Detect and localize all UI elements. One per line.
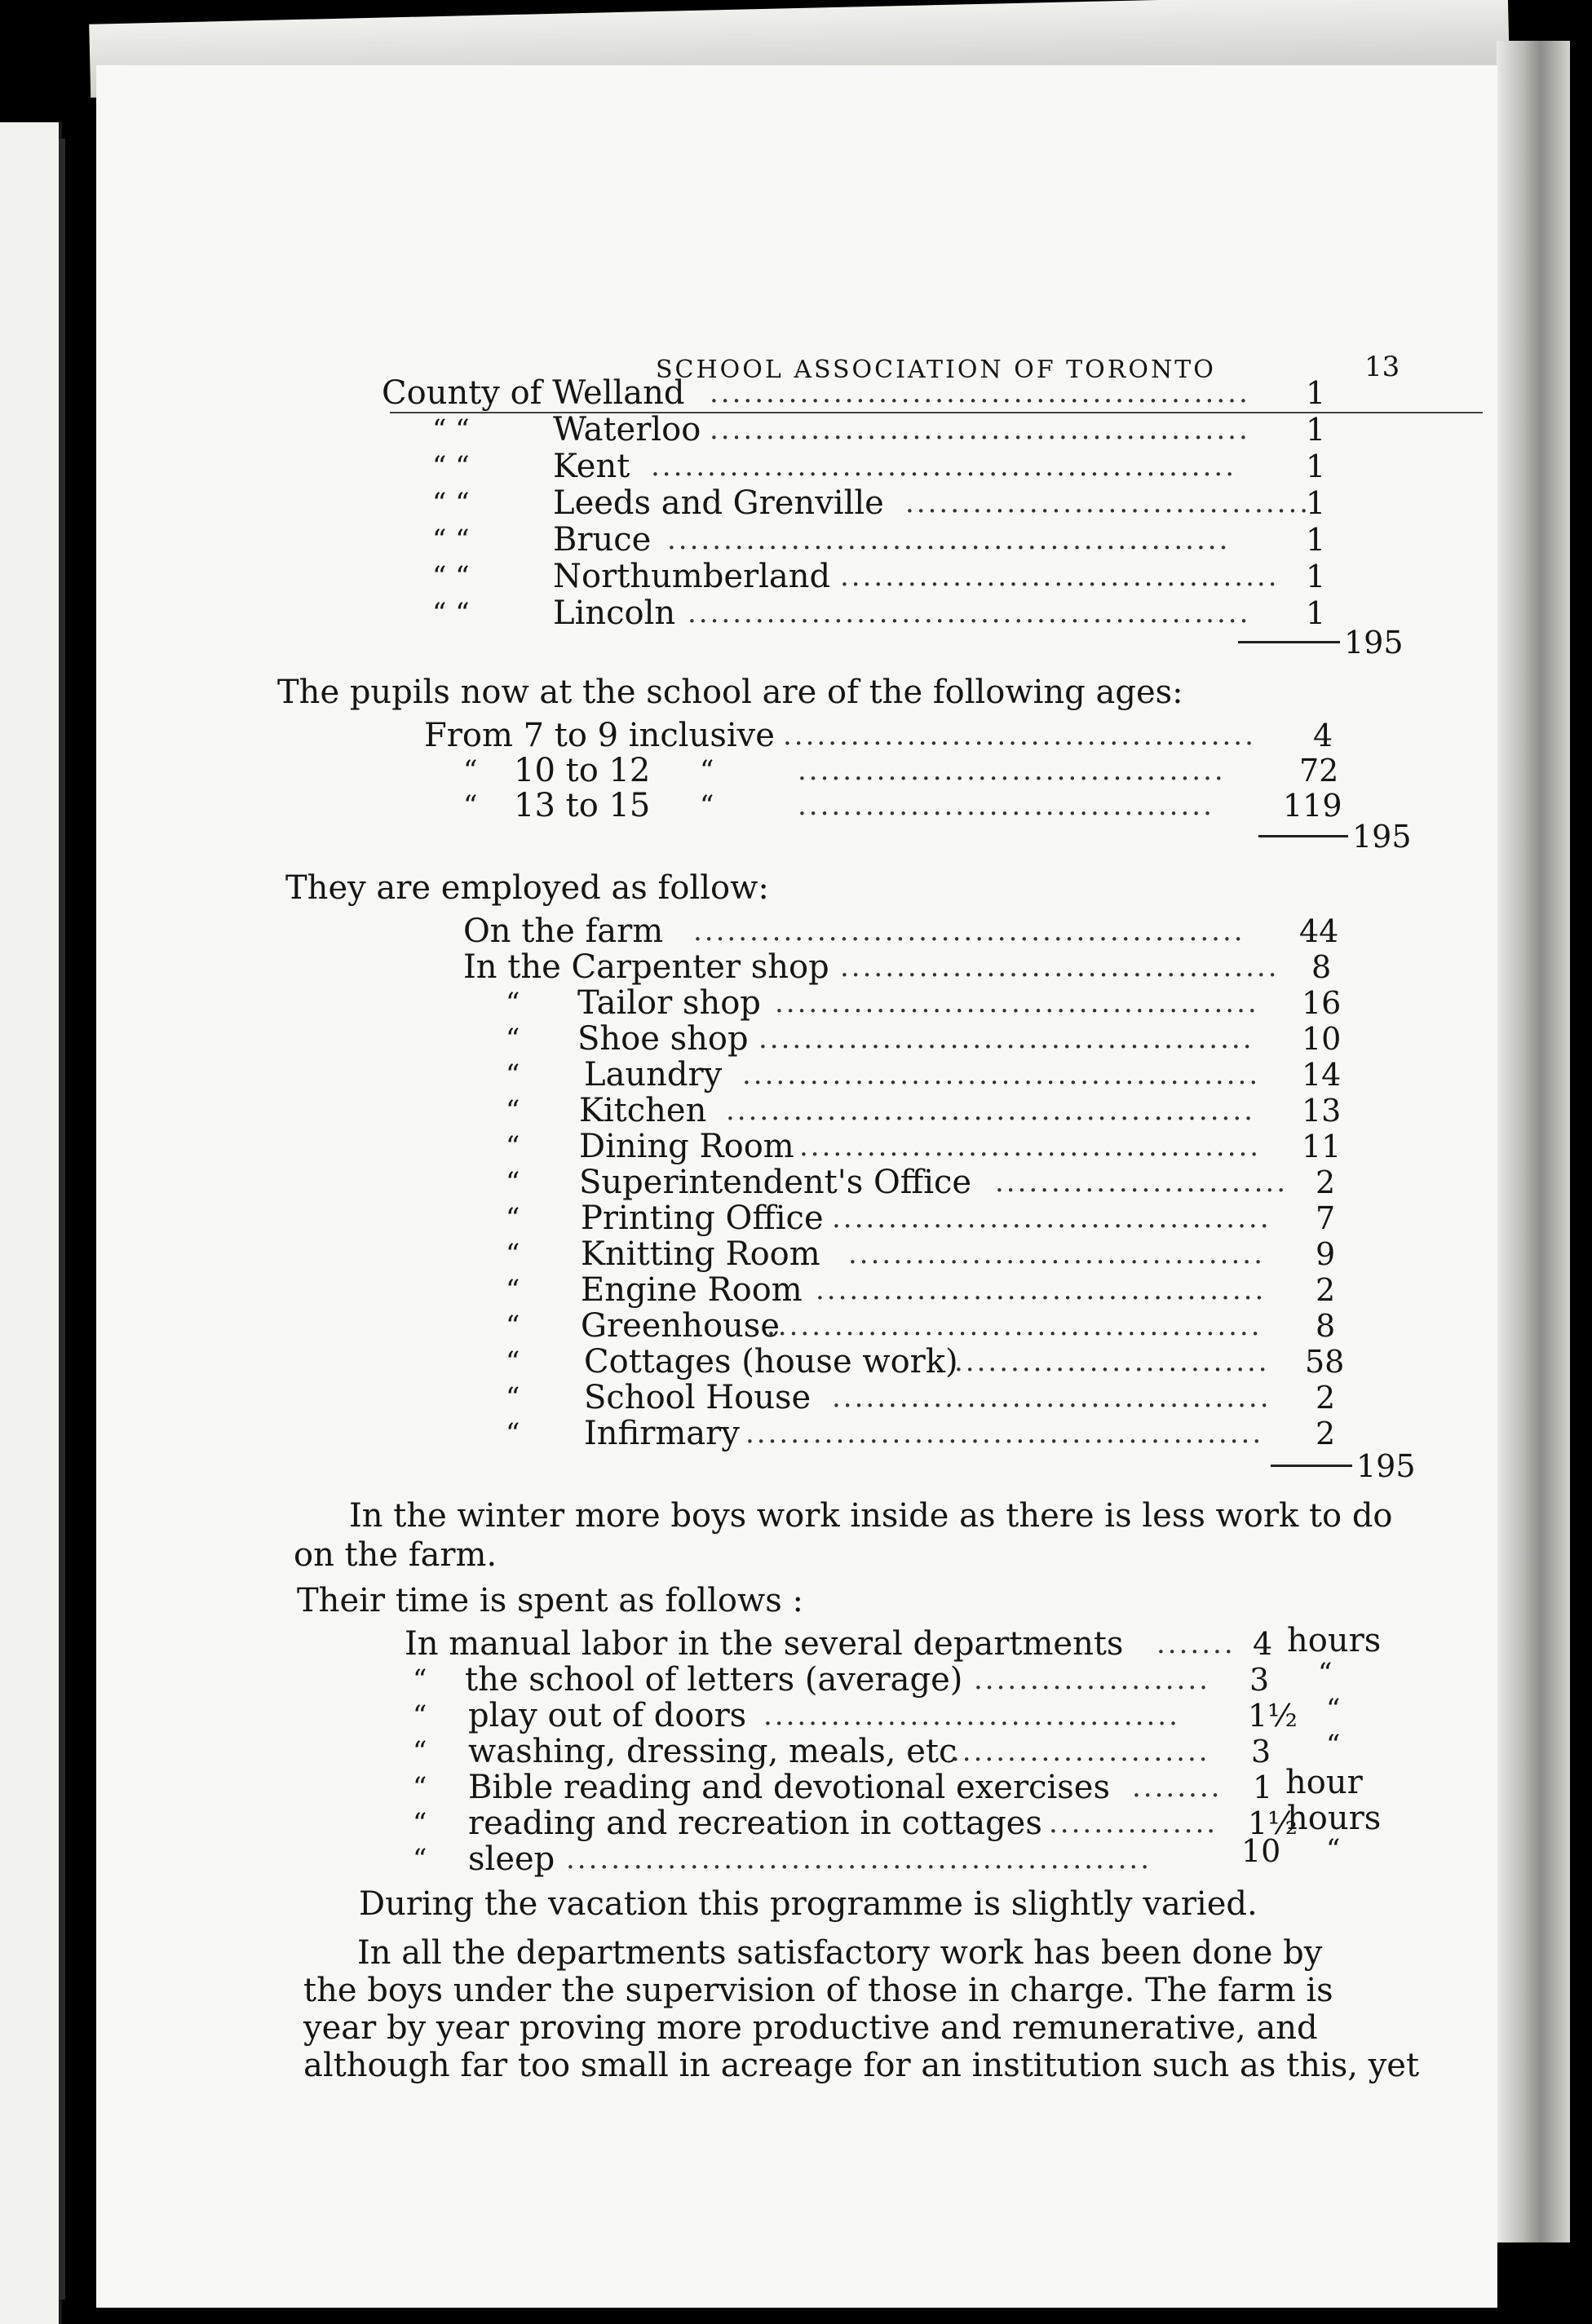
employment-label: On the farm bbox=[463, 912, 664, 950]
employment-value: 14 bbox=[1302, 1057, 1342, 1093]
age-label: 13 to 15 bbox=[514, 787, 651, 824]
winter-paragraph-line: In the winter more boys work inside as there is less work to do bbox=[349, 1497, 1393, 1535]
employment-value: 8 bbox=[1316, 1308, 1336, 1344]
time-unit: hours bbox=[1287, 1622, 1382, 1659]
ditto-mark: “ bbox=[506, 1094, 520, 1127]
employment-value: 2 bbox=[1316, 1272, 1336, 1308]
county-value: 1 bbox=[1306, 375, 1326, 411]
dot-leader: ............................ bbox=[954, 1345, 1270, 1378]
dot-leader: .................................................. bbox=[667, 524, 1231, 556]
book-page bbox=[96, 65, 1497, 2308]
time-unit-ditto: “ bbox=[1326, 1693, 1341, 1725]
time-value: 4 bbox=[1253, 1626, 1273, 1662]
county-value: 1 bbox=[1306, 448, 1326, 484]
employment-value: 10 bbox=[1302, 1021, 1342, 1057]
employment-value: 2 bbox=[1316, 1164, 1336, 1200]
dot-leader: ............... bbox=[1049, 1807, 1218, 1840]
time-unit: hours bbox=[1287, 1800, 1382, 1837]
ditto-mark: “ bbox=[506, 1166, 520, 1199]
age-total: 195 bbox=[1352, 819, 1412, 855]
employment-label: Tailor shop bbox=[577, 984, 761, 1022]
employment-label: Shoe shop bbox=[577, 1020, 749, 1058]
county-label: Kent bbox=[553, 448, 630, 485]
employment-label: Infirmary bbox=[584, 1415, 740, 1452]
employment-label: Kitchen bbox=[579, 1092, 707, 1129]
ditto-mark: “ bbox=[506, 1058, 520, 1091]
winter-paragraph-line: on the farm. bbox=[294, 1536, 498, 1574]
time-unit-ditto: “ bbox=[1318, 1657, 1333, 1690]
ages-intro: The pupils now at the school are of the following ages: bbox=[277, 674, 1183, 711]
dot-leader: ..................................... bbox=[798, 789, 1214, 822]
employment-label: School House bbox=[584, 1379, 811, 1416]
employment-intro: They are employed as follow: bbox=[285, 869, 769, 907]
ditto-mark: “ bbox=[506, 1417, 520, 1450]
employment-value: 2 bbox=[1316, 1416, 1336, 1451]
gutter-shadow bbox=[59, 139, 65, 2300]
employment-total: 195 bbox=[1356, 1448, 1416, 1484]
time-label: In manual labor in the several departments bbox=[405, 1625, 1124, 1663]
dot-leader: ................................................. bbox=[693, 915, 1245, 948]
time-value: 1½ bbox=[1248, 1805, 1298, 1841]
list-item bbox=[382, 375, 685, 411]
county-value: 1 bbox=[1306, 522, 1326, 558]
age-label: From 7 to 9 inclusive bbox=[424, 717, 775, 754]
dot-leader: ......................................... bbox=[799, 1130, 1262, 1163]
employment-label: Printing Office bbox=[581, 1200, 824, 1237]
total-rule bbox=[1238, 641, 1340, 643]
dot-leader: ............................................ bbox=[758, 1023, 1254, 1055]
dot-leader: ........................................... bbox=[775, 987, 1259, 1019]
time-unit: hour bbox=[1285, 1764, 1363, 1801]
age-value: 119 bbox=[1283, 788, 1342, 824]
closing-paragraph-line: although far too small in acreage for an institution such as this, yet bbox=[303, 2047, 1420, 2084]
time-label: the school of letters (average) bbox=[465, 1661, 963, 1699]
ditto-mark: “ bbox=[506, 1130, 520, 1163]
time-label: washing, dressing, meals, etc bbox=[468, 1733, 957, 1770]
employment-value: 58 bbox=[1305, 1344, 1345, 1380]
ditto-mark: “ “ bbox=[432, 560, 470, 593]
ditto-mark: “ “ bbox=[432, 413, 470, 446]
left-facing-page-edge bbox=[0, 122, 62, 2324]
time-unit-ditto: “ bbox=[1326, 1833, 1341, 1866]
employment-value: 16 bbox=[1302, 985, 1342, 1021]
dot-leader: .......................................... bbox=[783, 719, 1256, 752]
employment-value: 8 bbox=[1311, 949, 1332, 985]
time-label: sleep bbox=[468, 1840, 555, 1878]
county-value: 1 bbox=[1306, 559, 1326, 594]
ditto-mark: “ bbox=[463, 789, 478, 822]
ditto-mark: “ bbox=[506, 1381, 520, 1414]
county-label: Leeds and Grenville bbox=[553, 484, 884, 522]
ditto-mark: “ bbox=[506, 1202, 520, 1235]
time-value: 1½ bbox=[1248, 1698, 1298, 1734]
dot-leader: ....................................... bbox=[840, 560, 1280, 593]
dot-leader: ................................................ bbox=[710, 413, 1250, 446]
vacation-paragraph: During the vacation this programme is slightly varied. bbox=[359, 1885, 1258, 1923]
total-rule bbox=[1258, 835, 1348, 837]
county-label: County of Welland bbox=[382, 374, 685, 412]
employment-label: Greenhouse bbox=[581, 1307, 780, 1345]
ditto-mark: “ bbox=[413, 1807, 427, 1840]
employment-label: In the Carpenter shop bbox=[463, 948, 829, 986]
dot-leader: ....... bbox=[1156, 1628, 1236, 1660]
employment-label: Cottages (house work) bbox=[584, 1343, 958, 1381]
closing-paragraph-line: the boys under the supervision of those in charge. The farm is bbox=[303, 1972, 1333, 2009]
dot-leader: ...................................... bbox=[798, 754, 1226, 787]
ditto-mark: “ bbox=[506, 1310, 520, 1342]
age-value: 72 bbox=[1299, 753, 1339, 789]
employment-label: Engine Room bbox=[581, 1271, 803, 1309]
dot-leader: ........ bbox=[1132, 1771, 1223, 1804]
county-value: 1 bbox=[1306, 485, 1326, 521]
ditto-mark: “ bbox=[413, 1843, 427, 1876]
ditto-mark: “ bbox=[700, 754, 714, 787]
dot-leader: .................................................... bbox=[566, 1843, 1152, 1876]
time-unit-ditto: “ bbox=[1326, 1729, 1341, 1761]
ditto-mark: “ bbox=[506, 1238, 520, 1270]
dot-leader: .............................................. bbox=[742, 1058, 1261, 1091]
running-title: SCHOOL ASSOCIATION OF TORONTO bbox=[656, 356, 1216, 384]
employment-value: 7 bbox=[1316, 1200, 1336, 1236]
dot-leader: ....................................... bbox=[840, 951, 1280, 983]
ditto-mark: “ bbox=[413, 1663, 427, 1696]
dot-leader: .................................................. bbox=[688, 597, 1251, 630]
ditto-mark: “ bbox=[506, 1345, 520, 1378]
age-value: 4 bbox=[1313, 718, 1333, 753]
page-number: 13 bbox=[1364, 351, 1400, 383]
ditto-mark: “ bbox=[413, 1735, 427, 1768]
dot-leader: ....................... bbox=[951, 1735, 1210, 1768]
employment-value: 44 bbox=[1299, 913, 1339, 949]
dot-leader: ............................................... bbox=[726, 1094, 1255, 1127]
county-value: 1 bbox=[1306, 412, 1326, 448]
dot-leader: ..................................... bbox=[848, 1238, 1265, 1270]
employment-label: Superintendent's Office bbox=[579, 1164, 972, 1201]
dot-leader: ................................................ bbox=[710, 377, 1250, 409]
ditto-mark: “ “ bbox=[432, 487, 470, 519]
time-label: play out of doors bbox=[468, 1697, 747, 1734]
employment-label: Dining Room bbox=[579, 1128, 794, 1165]
ditto-mark: “ bbox=[463, 754, 478, 787]
closing-paragraph-line: In all the departments satisfactory work has been done by bbox=[357, 1934, 1323, 1972]
ditto-mark: “ bbox=[506, 987, 520, 1019]
time-value: 3 bbox=[1251, 1734, 1271, 1770]
age-label: 10 to 12 bbox=[514, 752, 651, 789]
dot-leader: ....................................... bbox=[832, 1202, 1271, 1235]
time-intro: Their time is spent as follows : bbox=[297, 1582, 803, 1619]
ditto-mark: “ bbox=[506, 1023, 520, 1055]
total-rule bbox=[1271, 1465, 1352, 1467]
county-label: Northumberland bbox=[553, 558, 831, 595]
ditto-mark: “ “ bbox=[432, 450, 470, 483]
county-label: Bruce bbox=[553, 521, 652, 559]
employment-value: 13 bbox=[1302, 1093, 1342, 1129]
county-label: Waterloo bbox=[553, 411, 701, 448]
employment-value: 2 bbox=[1316, 1380, 1336, 1416]
ditto-mark: “ bbox=[506, 1274, 520, 1306]
ditto-mark: “ bbox=[413, 1771, 427, 1804]
time-value: 10 bbox=[1241, 1833, 1281, 1869]
dot-leader: .......................... bbox=[995, 1166, 1288, 1199]
dot-leader: .................................... bbox=[905, 487, 1311, 519]
dot-leader: ............................................ bbox=[767, 1310, 1263, 1342]
employment-label: Knitting Room bbox=[581, 1235, 820, 1273]
employment-label: Laundry bbox=[584, 1056, 723, 1094]
closing-paragraph-line: year by year proving more productive and remunerative, and bbox=[303, 2009, 1318, 2047]
ditto-mark: “ bbox=[413, 1699, 427, 1732]
time-label: reading and recreation in cottages bbox=[468, 1805, 1042, 1842]
county-value: 1 bbox=[1306, 595, 1326, 631]
dot-leader: .................................................... bbox=[651, 450, 1236, 483]
dot-leader: .............................................. bbox=[745, 1417, 1264, 1450]
ditto-mark: “ “ bbox=[432, 597, 470, 630]
dot-leader: ....................................... bbox=[832, 1381, 1271, 1414]
county-label: Lincoln bbox=[553, 594, 676, 632]
dot-leader: ..................... bbox=[974, 1663, 1210, 1696]
ditto-mark: “ “ bbox=[432, 524, 470, 556]
county-total: 195 bbox=[1344, 625, 1404, 661]
employment-value: 11 bbox=[1302, 1129, 1342, 1164]
time-label: Bible reading and devotional exercises bbox=[468, 1769, 1110, 1806]
employment-value: 9 bbox=[1316, 1236, 1336, 1272]
right-page-stack bbox=[1497, 41, 1570, 2242]
ditto-mark: “ bbox=[700, 789, 714, 822]
dot-leader: ........................................ bbox=[816, 1274, 1267, 1306]
time-value: 3 bbox=[1249, 1662, 1270, 1698]
dot-leader: ..................................... bbox=[763, 1699, 1180, 1732]
time-value: 1 bbox=[1253, 1770, 1273, 1805]
